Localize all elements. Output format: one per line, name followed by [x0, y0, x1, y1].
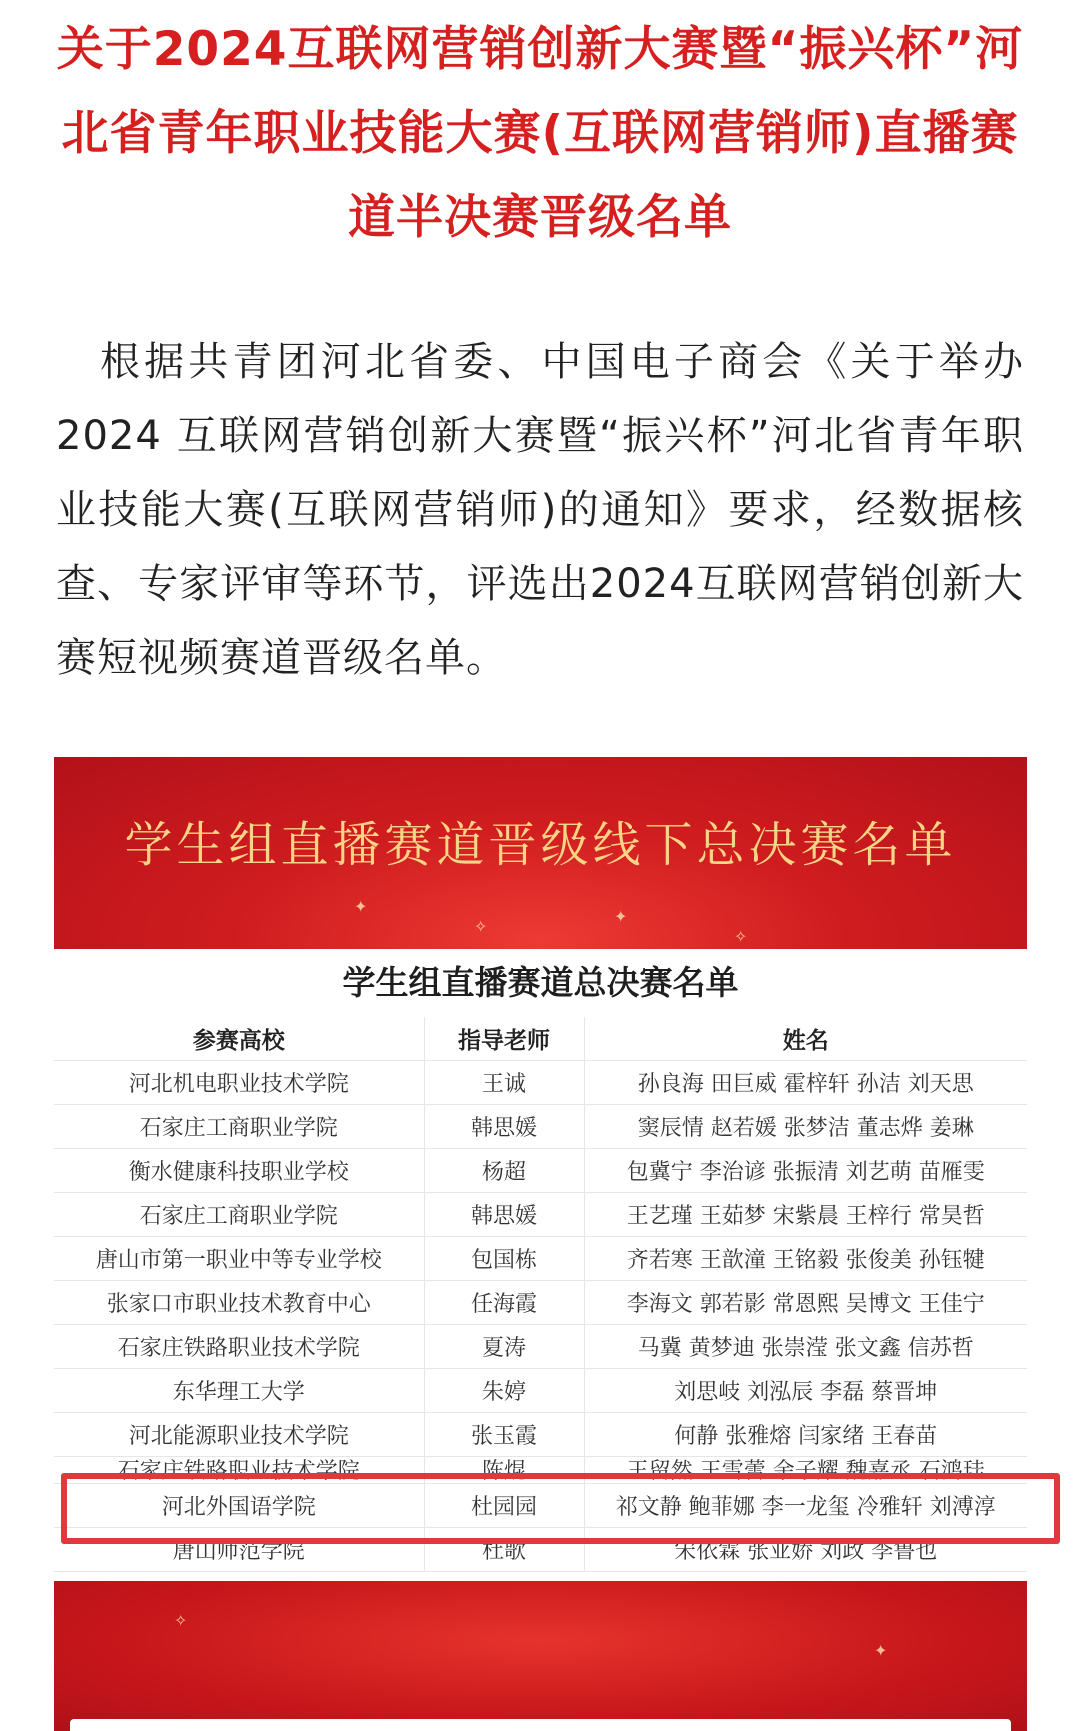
table-row	[54, 1369, 1027, 1413]
highlight-box	[61, 1473, 1060, 1544]
header-teacher: 指导老师	[424, 1017, 584, 1061]
teacher-cell: 包国栋	[424, 1237, 584, 1281]
header-school: 参赛高校	[54, 1017, 424, 1061]
names-cell: 王艺瑾 王茹梦 宋紫晨 王梓行 常昊哲	[584, 1193, 1027, 1237]
school-cell: 河北能源职业技术学院	[54, 1413, 424, 1457]
school-cell: 河北机电职业技术学院	[54, 1061, 424, 1105]
school-cell: 石家庄工商职业学院	[54, 1105, 424, 1149]
names-cell: 祁文静 鲍菲娜 李一龙玺 冷雅轩 刘溥淳	[584, 1484, 1027, 1528]
names-cell: 王留然 王雪蕾 余子耀 魏嘉丞 石鸿珪	[584, 1457, 1027, 1484]
teacher-cell: 陈焜	[424, 1457, 584, 1484]
finalist-poster	[54, 757, 1027, 1731]
header-names: 姓名	[584, 1017, 1027, 1061]
table-row	[54, 1325, 1027, 1369]
table-title: 学生组直播赛道总决赛名单	[342, 963, 739, 1002]
names-cell: 孙良海 田巨威 霍梓轩 孙洁 刘天思	[584, 1061, 1027, 1105]
names-cell: 刘思岐 刘泓辰 李磊 蔡晋坤	[584, 1369, 1027, 1413]
poster-banner	[54, 757, 1027, 949]
names-cell: 何静 张雅熔 闫家绪 王春苗	[584, 1413, 1027, 1457]
teacher-cell: 夏涛	[424, 1325, 584, 1369]
names-cell: 马冀 黄梦迪 张崇滢 张文鑫 信苏哲	[584, 1325, 1027, 1369]
school-cell: 河北外国语学院	[54, 1484, 424, 1528]
names-cell: 窦辰情 赵若媛 张梦洁 董志烨 姜琳	[584, 1105, 1027, 1149]
school-cell: 东华理工大学	[54, 1369, 424, 1413]
table-row	[54, 1193, 1027, 1237]
teacher-cell: 杜歌	[424, 1528, 584, 1572]
names-cell: 包冀宁 李治谚 张振清 刘艺萌 苗雁雯	[584, 1149, 1027, 1193]
teacher-cell: 杨超	[424, 1149, 584, 1193]
poster-footer	[54, 1581, 1027, 1731]
sparkle-icon: ✧	[474, 917, 488, 936]
school-cell: 石家庄工商职业学院	[54, 1193, 424, 1237]
table-row	[54, 1105, 1027, 1149]
table-row	[54, 1061, 1027, 1105]
sparkle-icon: ✦	[874, 1641, 888, 1660]
teacher-cell: 杜园园	[424, 1484, 584, 1528]
school-cell: 石家庄铁路职业技术学院	[54, 1457, 424, 1484]
teacher-cell: 任海霞	[424, 1281, 584, 1325]
table-header-row	[54, 1017, 1027, 1061]
poster-heading: 学生组直播赛道晋级线下总决赛名单	[124, 817, 957, 873]
names-cell: 李海文 郭若影 常恩熙 吴博文 王佳宁	[584, 1281, 1027, 1325]
teacher-cell: 朱婷	[424, 1369, 584, 1413]
article-title: 关于2024互联网营销创新大赛暨“振兴杯”河北省青年职业技能大赛(互联网营销师)直播赛道半决赛晋级名单	[56, 22, 1024, 245]
names-cell: 宋依霖 张亚娇 刘政 李鲁也	[584, 1528, 1027, 1572]
table-row	[54, 1413, 1027, 1457]
sparkle-icon: ✧	[734, 927, 748, 946]
school-cell: 张家口市职业技术教育中心	[54, 1281, 424, 1325]
names-cell: 齐若寒 王歆潼 王铭毅 张俊美 孙钰犍	[584, 1237, 1027, 1281]
teacher-cell: 张玉霞	[424, 1413, 584, 1457]
sparkle-icon: ✧	[174, 1611, 188, 1630]
teacher-cell: 韩思媛	[424, 1193, 584, 1237]
school-cell: 石家庄铁路职业技术学院	[54, 1325, 424, 1369]
sparkle-icon: ✦	[614, 907, 628, 926]
teacher-cell: 韩思媛	[424, 1105, 584, 1149]
sparkle-icon: ✦	[354, 897, 368, 916]
next-card-edge	[70, 1719, 1011, 1731]
teacher-cell: 王诚	[424, 1061, 584, 1105]
school-cell: 唐山市第一职业中等专业学校	[54, 1237, 424, 1281]
school-cell: 衡水健康科技职业学校	[54, 1149, 424, 1193]
article-paragraph: 根据共青团河北省委、中国电子商会《关于举办2024 互联网营销创新大赛暨“振兴杯”河北省青年职业技能大赛(互联网营销师)的通知》要求，经数据核查、专家评审等环节，评选出2024互联网营销创新大赛短视频赛道晋级名单。	[56, 339, 1024, 681]
table-row	[54, 1237, 1027, 1281]
table-row	[54, 1281, 1027, 1325]
table-row	[54, 1149, 1027, 1193]
school-cell: 唐山师范学院	[54, 1528, 424, 1572]
